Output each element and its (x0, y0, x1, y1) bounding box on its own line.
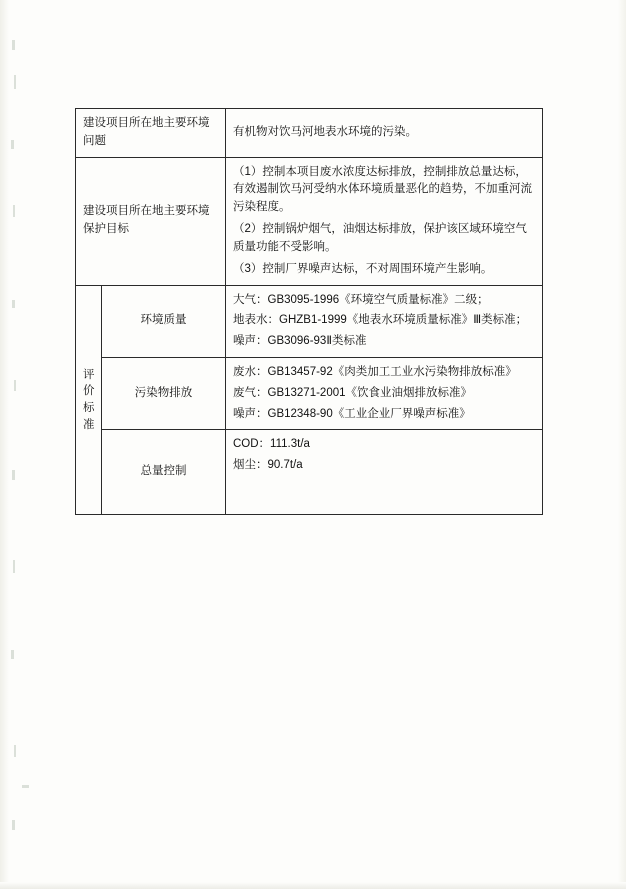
scan-edge-left (0, 0, 9, 889)
row-content-total-control (226, 430, 543, 515)
scan-speckle (12, 820, 15, 830)
row-label-protection-target: 建设项目所在地主要环境保护目标 (76, 157, 226, 285)
table-row (76, 430, 543, 515)
scan-speckle (12, 40, 15, 50)
paragraph: 废气：GB13271-2001《饮食业油烟排放标准》 (233, 386, 473, 399)
paragraph: （3）控制厂界噪声达标，不对周围环境产生影响。 (233, 262, 493, 275)
row-label-evaluation-standard (76, 285, 102, 515)
table-row (76, 285, 543, 357)
scan-speckle (14, 745, 16, 757)
paragraph: （1）控制本项目废水浓度达标排放，控制排放总量达标，有效遏制饮马河受纳水体环境质量恶化的趋势，不加重河流污染程度。 (233, 165, 532, 214)
row-content-pollutant-discharge (226, 357, 543, 429)
row-label-total-control: 总量控制 (102, 430, 226, 515)
vertical-char: 标 (83, 401, 96, 414)
scan-speckle (12, 470, 15, 480)
row-content-environment-problem (226, 109, 543, 158)
paragraph: 噪声：GB12348-90《工业企业厂界噪声标准》 (233, 407, 471, 420)
scan-speckle (11, 140, 14, 149)
scan-edge-bottom (0, 882, 626, 889)
paragraph: （2）控制锅炉烟气，油烟达标排放，保护该区域环境空气质量功能不受影响。 (233, 223, 527, 253)
paragraph: 大气：GB3095-1996《环境空气质量标准》二级； (233, 293, 489, 306)
row-label-environment-problem: 建设项目所在地主要环境问题 (76, 109, 226, 158)
vertical-char: 准 (83, 418, 96, 431)
paragraph: 有机物对饮马河地表水环境的污染。 (233, 125, 417, 138)
row-label-pollutant-discharge: 污染物排放 (102, 357, 226, 429)
paragraph: 烟尘：90.7t/a (233, 459, 303, 472)
scan-speckle (13, 205, 15, 217)
environment-assessment-table (75, 108, 543, 515)
scan-speckle (14, 380, 16, 391)
paragraph: 地表水：GHZB1-1999《地表水环境质量标准》Ⅲ类标准； (233, 314, 528, 327)
paragraph: COD：111.3t/a (233, 438, 310, 451)
row-content-environment-quality (226, 285, 543, 357)
paragraph: 噪声：GB3096-93Ⅱ类标准 (233, 335, 367, 348)
table-row (76, 357, 543, 429)
table-row (76, 109, 543, 158)
table-row (76, 157, 543, 285)
row-label-environment-quality: 环境质量 (102, 285, 226, 357)
vertical-char: 价 (83, 385, 96, 398)
scan-speckle (22, 785, 29, 788)
scan-edge-right (618, 0, 626, 889)
scan-speckle (14, 75, 16, 89)
scan-speckle (11, 650, 14, 659)
vertical-char: 评 (83, 368, 96, 381)
scan-speckle (13, 560, 15, 573)
scan-speckle (12, 300, 15, 308)
row-content-protection-target (226, 157, 543, 285)
paragraph: 废水：GB13457-92《肉类加工工业水污染物排放标准》 (233, 365, 517, 378)
